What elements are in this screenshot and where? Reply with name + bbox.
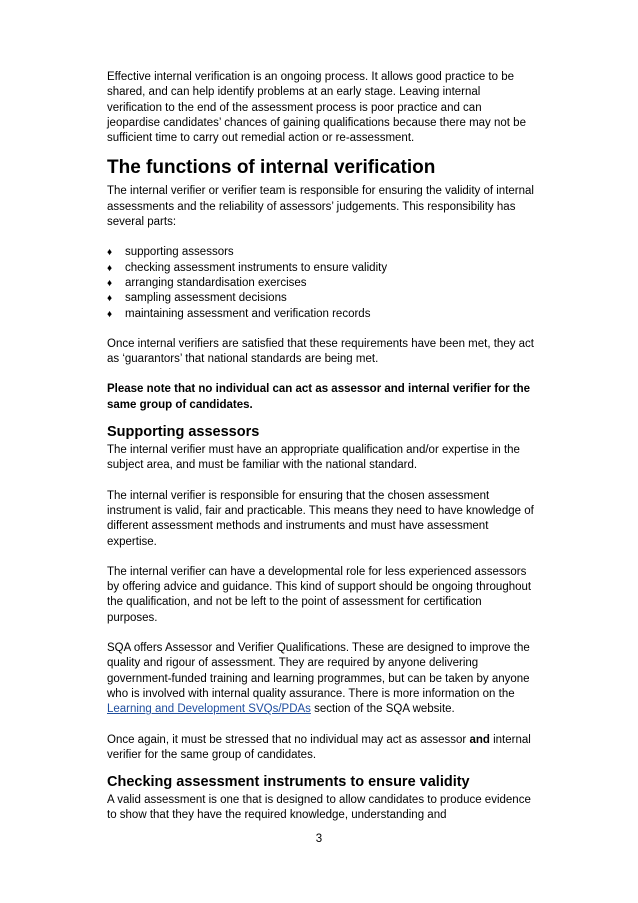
responsibilities-list [107, 245, 535, 321]
page-number: 3 [315, 833, 323, 845]
stress-paragraph [107, 733, 535, 764]
stress-bold-word: and [469, 733, 490, 746]
stress-text-end: internal verifier for the same group of candidates. [107, 733, 531, 761]
diamond-bullet-icon: ♦ [107, 247, 113, 259]
list-item-text: sampling assessment decisions [125, 292, 287, 305]
checking-instruments-heading: Checking assessment instruments to ensure validity [107, 774, 470, 791]
list-item-text: arranging standardisation exercises [125, 276, 307, 289]
supporting-paragraph-1: The internal verifier must have an appropriate qualification and/or expertise in the subject area, and must be familiar with the national standard. [107, 444, 520, 472]
stress-text-start: Once again, it must be stressed that no individual may act as assessor [107, 733, 470, 746]
functions-paragraph: The internal verifier or verifier team is responsible for ensuring the validity of internal assessments and the reliability of assessors’ judgements. This responsibility has several parts: [107, 185, 534, 229]
section-heading: The functions of internal verification [107, 157, 436, 179]
list-item [107, 245, 535, 260]
list-item-text: supporting assessors [125, 246, 234, 259]
list-item [107, 291, 535, 306]
list-item [107, 261, 535, 276]
learning-development-link[interactable]: Learning and Development SVQs/PDAs [107, 703, 311, 716]
sqa-qualifications-paragraph [107, 641, 535, 717]
sqa-text-after-link: section of the SQA website. [310, 703, 455, 716]
document-body [107, 70, 535, 824]
important-note: Please note that no individual can act as assessor and internal verifier for the same group of candidates. [107, 383, 531, 411]
diamond-bullet-icon: ♦ [107, 308, 113, 320]
checking-paragraph-1: A valid assessment is one that is designed to allow candidates to produce evidence to show that they have the required knowledge, understanding and [107, 794, 531, 822]
supporting-paragraph-3: The internal verifier can have a developmental role for less experienced assessors by offering advice and guidance. This kind of support should be ongoing throughout the qualification, and not be left to the point of assessment for certification purposes. [107, 565, 532, 624]
list-item-text: checking assessment instruments to ensure validity [125, 261, 388, 274]
sqa-text-before-link: SQA offers Assessor and Verifier Qualifications. These are designed to improve the quality and rigour of assessment. They are required by anyone delivering government-funded training and learning programmes, but can be taken by anyone who is involved with internal quality assurance. There is more information on the [107, 642, 530, 700]
intro-paragraph: Effective internal verification is an ongoing process. It allows good practice to be shared, and can help identify problems at an early stage. Leaving internal verification to the end of the assessment process is poor practice and can jeopardise candidates’ chances of gaining qualifications because there may not be sufficient time to carry out remedial action or re-assessment. [107, 71, 526, 145]
supporting-paragraph-2: The internal verifier is responsible for ensuring that the chosen assessment instrument is valid, fair and practicable. This means they need to have knowledge of different assessment methods and instruments and must have assessment expertise. [107, 489, 534, 548]
diamond-bullet-icon: ♦ [107, 277, 113, 289]
diamond-bullet-icon: ♦ [107, 262, 113, 274]
guarantors-paragraph: Once internal verifiers are satisfied that these requirements have been met, they act as ‘guarantors’ that national standards are being met. [107, 337, 534, 366]
list-item [107, 307, 535, 322]
list-item [107, 276, 535, 291]
list-item-text: maintaining assessment and verification records [125, 307, 371, 320]
diamond-bullet-icon: ♦ [107, 293, 113, 305]
supporting-assessors-heading: Supporting assessors [107, 424, 260, 441]
